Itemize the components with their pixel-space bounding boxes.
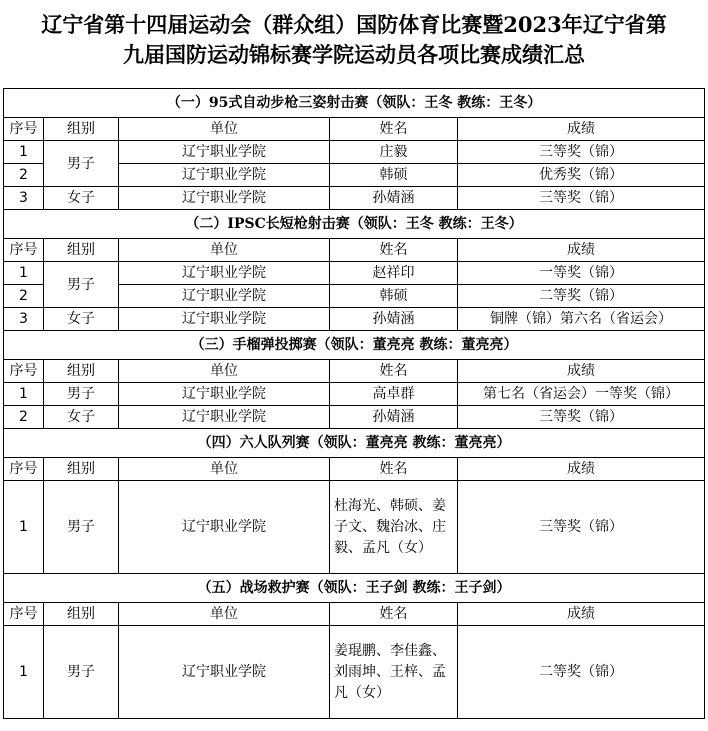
header-row — [4, 360, 705, 383]
header-result: 成绩 — [458, 239, 705, 262]
section-heading: （三）手榴弹投掷赛（领队：董亮亮 教练：董亮亮） — [4, 331, 705, 360]
cell-unit: 辽宁职业学院 — [119, 262, 330, 285]
section-heading-row — [4, 574, 705, 603]
section-heading: （一）95式自动步枪三姿射击赛（领队：王冬 教练：王冬） — [4, 89, 705, 118]
header-result: 成绩 — [458, 360, 705, 383]
header-seq: 序号 — [4, 239, 44, 262]
table-row — [4, 626, 705, 719]
header-seq: 序号 — [4, 360, 44, 383]
table-row — [4, 481, 705, 574]
header-result: 成绩 — [458, 603, 705, 626]
header-row — [4, 603, 705, 626]
cell-seq: 1 — [4, 383, 44, 406]
cell-unit: 辽宁职业学院 — [119, 626, 330, 719]
header-group: 组别 — [44, 118, 119, 141]
header-name: 姓名 — [330, 603, 458, 626]
cell-result: 三等奖（锦） — [458, 406, 705, 429]
cell-seq: 1 — [4, 141, 44, 164]
cell-seq: 1 — [4, 481, 44, 574]
header-name: 姓名 — [330, 118, 458, 141]
header-row — [4, 239, 705, 262]
cell-name: 姜琨鹏、李佳鑫、刘雨坤、王梓、孟凡（女） — [330, 626, 458, 719]
header-unit: 单位 — [119, 239, 330, 262]
cell-name: 孙婧涵 — [330, 187, 458, 210]
header-seq: 序号 — [4, 603, 44, 626]
header-result: 成绩 — [458, 458, 705, 481]
cell-unit: 辽宁职业学院 — [119, 141, 330, 164]
cell-group: 男子 — [44, 481, 119, 574]
cell-unit: 辽宁职业学院 — [119, 308, 330, 331]
cell-group: 男子 — [44, 262, 119, 308]
section-heading-row — [4, 89, 705, 118]
title-line-2: 九届国防运动锦标赛学院运动员各项比赛成绩汇总 — [123, 42, 585, 67]
header-group: 组别 — [44, 458, 119, 481]
header-row — [4, 458, 705, 481]
header-row — [4, 118, 705, 141]
header-seq: 序号 — [4, 458, 44, 481]
header-unit: 单位 — [119, 458, 330, 481]
table-row — [4, 187, 705, 210]
header-seq: 序号 — [4, 118, 44, 141]
cell-group: 女子 — [44, 187, 119, 210]
cell-group: 男子 — [44, 141, 119, 187]
header-result: 成绩 — [458, 118, 705, 141]
cell-seq: 3 — [4, 308, 44, 331]
cell-unit: 辽宁职业学院 — [119, 285, 330, 308]
cell-result: 三等奖（锦） — [458, 141, 705, 164]
title-line-1: 辽宁省第十四届运动会（群众组）国防体育比赛暨2023年辽宁省第 — [41, 12, 667, 37]
cell-seq: 2 — [4, 406, 44, 429]
header-group: 组别 — [44, 603, 119, 626]
cell-seq: 1 — [4, 262, 44, 285]
header-unit: 单位 — [119, 603, 330, 626]
cell-name: 杜海光、韩硕、姜子文、魏治冰、庄毅、孟凡（女） — [330, 481, 458, 574]
cell-name: 赵祥印 — [330, 262, 458, 285]
cell-seq: 1 — [4, 626, 44, 719]
cell-name: 庄毅 — [330, 141, 458, 164]
section-heading-row — [4, 429, 705, 458]
table-row — [4, 141, 705, 164]
cell-result: 一等奖（锦） — [458, 262, 705, 285]
cell-name: 高卓群 — [330, 383, 458, 406]
cell-name: 孙婧涵 — [330, 406, 458, 429]
cell-unit: 辽宁职业学院 — [119, 481, 330, 574]
cell-name: 孙婧涵 — [330, 308, 458, 331]
cell-name: 韩硕 — [330, 285, 458, 308]
header-name: 姓名 — [330, 360, 458, 383]
section-heading: （二）IPSC长短枪射击赛（领队：王冬 教练：王冬） — [4, 210, 705, 239]
table-row — [4, 406, 705, 429]
table-row — [4, 383, 705, 406]
header-unit: 单位 — [119, 118, 330, 141]
cell-group: 女子 — [44, 406, 119, 429]
cell-unit: 辽宁职业学院 — [119, 383, 330, 406]
section-heading-row — [4, 210, 705, 239]
section-heading-row — [4, 331, 705, 360]
cell-unit: 辽宁职业学院 — [119, 187, 330, 210]
header-group: 组别 — [44, 360, 119, 383]
cell-result: 二等奖（锦） — [458, 285, 705, 308]
cell-result: 第七名（省运会）一等奖（锦） — [458, 383, 705, 406]
cell-seq: 2 — [4, 164, 44, 187]
cell-group: 女子 — [44, 308, 119, 331]
cell-result: 三等奖（锦） — [458, 481, 705, 574]
table-row — [4, 308, 705, 331]
results-table — [3, 88, 705, 719]
cell-group: 男子 — [44, 383, 119, 406]
document-title — [0, 0, 708, 84]
section-heading: （四）六人队列赛（领队：董亮亮 教练：董亮亮） — [4, 429, 705, 458]
table-row — [4, 262, 705, 285]
cell-result: 二等奖（锦） — [458, 626, 705, 719]
cell-name: 韩硕 — [330, 164, 458, 187]
cell-seq: 3 — [4, 187, 44, 210]
section-heading: （五）战场救护赛（领队：王子剑 教练：王子剑） — [4, 574, 705, 603]
cell-seq: 2 — [4, 285, 44, 308]
header-name: 姓名 — [330, 239, 458, 262]
cell-result: 优秀奖（锦） — [458, 164, 705, 187]
header-group: 组别 — [44, 239, 119, 262]
header-unit: 单位 — [119, 360, 330, 383]
cell-unit: 辽宁职业学院 — [119, 406, 330, 429]
cell-result: 三等奖（锦） — [458, 187, 705, 210]
header-name: 姓名 — [330, 458, 458, 481]
cell-result: 铜牌（锦）第六名（省运会） — [458, 308, 705, 331]
cell-unit: 辽宁职业学院 — [119, 164, 330, 187]
cell-group: 男子 — [44, 626, 119, 719]
